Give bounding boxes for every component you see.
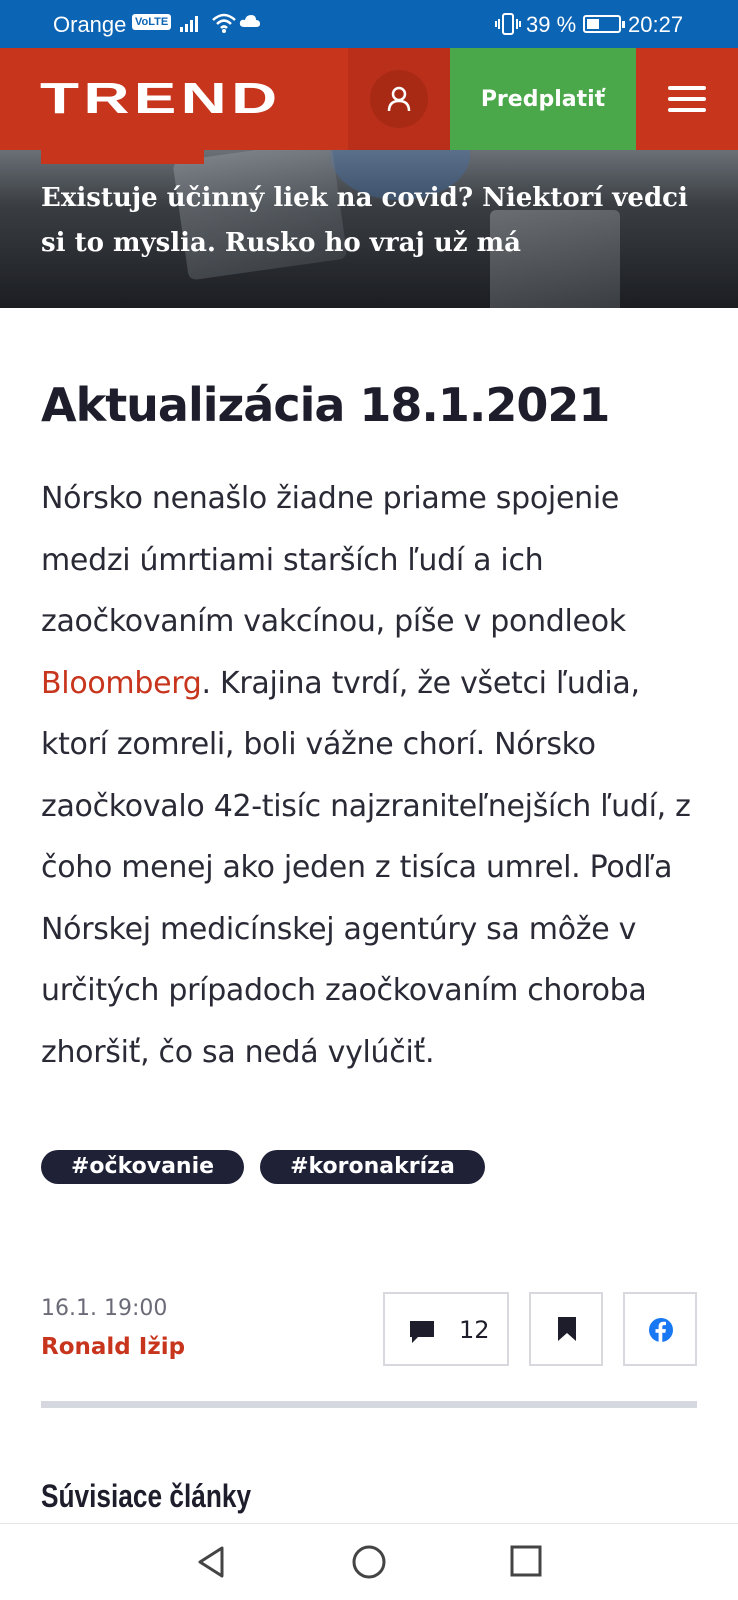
article-paragraph xyxy=(41,468,701,1083)
wifi-icon xyxy=(211,12,237,34)
cloud-icon xyxy=(239,14,261,28)
account-button[interactable] xyxy=(370,70,428,128)
bloomberg-link[interactable]: Bloomberg xyxy=(41,665,202,701)
paragraph-text-start: Nórsko nenašlo žiadne priame spojenie medzi úmrtiami starších ľudí a ich zaočkovaním vakcínou, píše v pondleok xyxy=(41,481,626,639)
facebook-share-button[interactable] xyxy=(623,1292,697,1366)
home-circle-icon[interactable] xyxy=(350,1544,388,1582)
publish-date: 16.1. 19:00 xyxy=(41,1296,168,1321)
comments-button[interactable] xyxy=(383,1292,509,1366)
carrier-name: Orange xyxy=(53,12,127,37)
vibrate-icon xyxy=(494,12,522,36)
tag-ockovanie[interactable]: #očkovanie xyxy=(41,1150,244,1184)
category-badge xyxy=(41,150,204,164)
related-articles-heading: Súvisiace články xyxy=(41,1478,252,1514)
back-triangle-icon[interactable] xyxy=(194,1544,230,1580)
facebook-icon xyxy=(649,1318,673,1342)
author-link[interactable]: Ronald Ižip xyxy=(41,1334,186,1360)
system-nav-bar xyxy=(0,1523,738,1600)
paragraph-text-end: . Krajina tvrdí, že všetci ľudia, ktorí zomreli, boli vážne chorí. Nórsko zaočkovalo 42-tisíc najzraniteľnejších ľudí, z čoho menej ako jeden z tisíca umrel. Podľa Nórskej medicínskej agentúry sa môže v určitých prípadoch zaočkovaním choroba zhoršiť, čo sa nedá vylúčiť. xyxy=(41,665,691,1070)
signal-icon xyxy=(180,14,202,32)
status-bar xyxy=(0,0,738,48)
tag-koronakriza[interactable]: #koronakríza xyxy=(260,1150,485,1184)
battery-percent: 39 % xyxy=(526,12,577,37)
recents-square-icon[interactable] xyxy=(508,1544,544,1580)
user-icon xyxy=(387,86,411,112)
clock: 20:27 xyxy=(628,12,684,37)
subscribe-button[interactable]: Predplatiť xyxy=(450,48,636,150)
site-header xyxy=(0,48,738,150)
hero-title[interactable]: Existuje účinný liek na covid? Niektorí vedci si to myslia. Rusko ho vraj už má xyxy=(41,183,688,258)
account-area xyxy=(348,48,450,150)
battery-icon xyxy=(583,15,621,33)
volte-badge: VoLTE xyxy=(132,14,171,30)
bookmark-button[interactable] xyxy=(529,1292,603,1366)
comments-count: 12 xyxy=(459,1316,490,1344)
bookmark-icon xyxy=(557,1316,577,1342)
tag-list xyxy=(41,1150,485,1184)
trend-logo[interactable]: TREND xyxy=(40,74,282,123)
hamburger-menu-icon[interactable] xyxy=(636,48,738,150)
section-divider xyxy=(41,1401,697,1408)
comment-icon xyxy=(409,1320,435,1344)
hero-article-teaser[interactable] xyxy=(0,150,738,308)
update-heading: Aktualizácia 18.1.2021 xyxy=(41,378,610,432)
